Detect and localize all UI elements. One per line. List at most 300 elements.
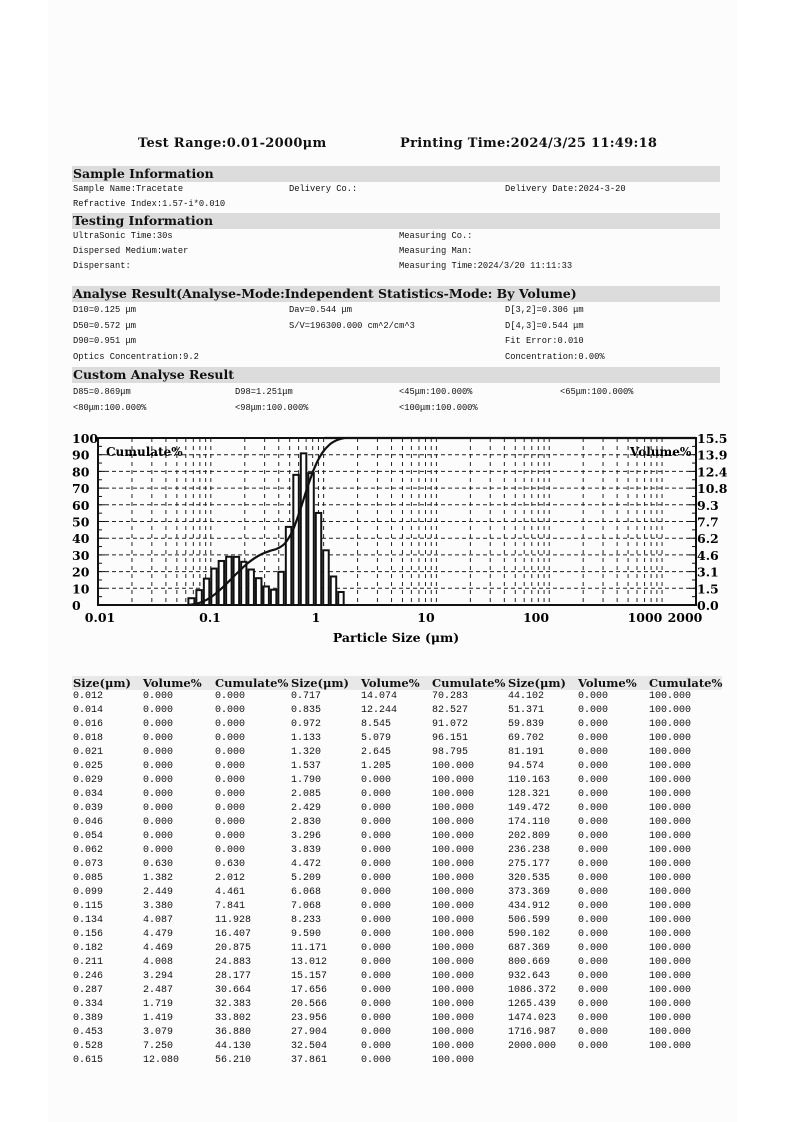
table-cell: 0.000: [361, 915, 392, 926]
table-cell: 275.177: [508, 859, 551, 870]
table-cell: 6.068: [291, 887, 322, 898]
svg-text:100: 100: [72, 431, 99, 446]
table-cell: 1.382: [143, 873, 174, 884]
table-cell: 2.429: [291, 803, 322, 814]
table-cell: 0.000: [361, 873, 392, 884]
table-header-group: [290, 676, 509, 690]
table-header-cell: Volume%: [361, 676, 420, 690]
table-cell: 0.000: [578, 747, 609, 758]
table-cell: 100.000: [649, 985, 692, 996]
table-cell: 0.000: [361, 1013, 392, 1024]
table-cell: 100.000: [649, 705, 692, 716]
table-cell: 1.133: [291, 733, 322, 744]
table-cell: 0.528: [73, 1041, 104, 1052]
table-cell: 0.085: [73, 873, 104, 884]
svg-text:0.01: 0.01: [84, 610, 116, 625]
table-cell: 0.000: [361, 775, 392, 786]
table-cell: 0.453: [73, 1027, 104, 1038]
table-cell: 0.000: [578, 873, 609, 884]
table-cell: 0.000: [143, 845, 174, 856]
table-cell: 100.000: [432, 999, 475, 1010]
dispersant: Dispersant:: [73, 260, 131, 271]
table-cell: 2.830: [291, 817, 322, 828]
table-cell: 100.000: [432, 943, 475, 954]
table-cell: 100.000: [649, 887, 692, 898]
svg-text:10.8: 10.8: [697, 481, 728, 497]
table-cell: 11.928: [215, 915, 252, 926]
table-cell: 100.000: [649, 873, 692, 884]
table-cell: 0.000: [143, 705, 174, 716]
table-cell: 0.134: [73, 915, 104, 926]
right-axis-ticks: [689, 431, 728, 613]
table-cell: 100.000: [649, 929, 692, 940]
table-cell: 100.000: [649, 691, 692, 702]
ultrasonic-time: UltraSonic Time:30s: [73, 230, 173, 241]
table-cell: 0.018: [73, 733, 104, 744]
table-cell: 0.000: [143, 789, 174, 800]
table-header-group: [507, 676, 722, 690]
table-cell: 2.012: [215, 873, 246, 884]
table-cell: 0.389: [73, 1013, 104, 1024]
table-cell: 100.000: [649, 747, 692, 758]
svg-text:0.1: 0.1: [199, 610, 221, 625]
table-cell: 100.000: [649, 1041, 692, 1052]
svg-text:0: 0: [72, 598, 81, 613]
table-cell: 59.839: [508, 719, 545, 730]
table-cell: 3.079: [143, 1027, 174, 1038]
table-cell: 100.000: [649, 733, 692, 744]
table-cell: 100.000: [649, 999, 692, 1010]
table-cell: 0.039: [73, 803, 104, 814]
table-cell: 0.034: [73, 789, 104, 800]
x-axis-ticks: [85, 610, 703, 625]
table-cell: 69.702: [508, 733, 545, 744]
table-cell: 506.599: [508, 915, 551, 926]
table-cell: 33.802: [215, 1013, 252, 1024]
table-cell: 0.211: [73, 957, 104, 968]
table-cell: 0.000: [578, 957, 609, 968]
concentration: Concentration:0.00%: [505, 351, 605, 362]
table-cell: 17.656: [291, 985, 328, 996]
d90: D90=0.951 μm: [73, 335, 136, 346]
section-testing-information: Testing Information: [72, 213, 720, 229]
table-cell: 2.085: [291, 789, 322, 800]
table-cell: 0.000: [143, 747, 174, 758]
table-cell: 100.000: [649, 845, 692, 856]
custom-d85: D85=0.869μm: [73, 386, 131, 397]
table-cell: 100.000: [432, 929, 475, 940]
table-header-cell: Cumulate%: [215, 676, 289, 690]
table-cell: 1.419: [143, 1013, 174, 1024]
table-cell: 13.012: [291, 957, 328, 968]
table-cell: 0.021: [73, 747, 104, 758]
table-cell: 9.590: [291, 929, 322, 940]
table-cell: 3.839: [291, 845, 322, 856]
svg-text:4.6: 4.6: [697, 547, 719, 563]
table-cell: 174.110: [508, 817, 551, 828]
printing-time: Printing Time:2024/3/25 11:49:18: [400, 136, 658, 151]
table-cell: 0.000: [361, 859, 392, 870]
sample-name: Sample Name:Tracetate: [73, 183, 184, 194]
table-cell: 0.000: [578, 859, 609, 870]
table-cell: 100.000: [432, 803, 475, 814]
table-cell: 0.046: [73, 817, 104, 828]
table-cell: 12.244: [361, 705, 398, 716]
table-cell: 100.000: [649, 761, 692, 772]
custom-lt98: <98μm:100.000%: [235, 402, 309, 413]
table-cell: 20.875: [215, 943, 252, 954]
table-cell: 0.156: [73, 929, 104, 940]
svg-text:1: 1: [311, 610, 321, 625]
table-cell: 0.000: [361, 1055, 392, 1066]
table-cell: 96.151: [432, 733, 469, 744]
svg-text:1.5: 1.5: [697, 581, 719, 597]
table-cell: 0.000: [578, 789, 609, 800]
table-header-cell: Size(μm): [73, 676, 131, 690]
table-cell: 0.000: [143, 691, 174, 702]
table-cell: 0.000: [143, 831, 174, 842]
table-cell: 0.000: [215, 719, 246, 730]
svg-text:70: 70: [72, 481, 90, 497]
table-cell: 51.371: [508, 705, 545, 716]
table-cell: 110.163: [508, 775, 551, 786]
d50: D50=0.572 μm: [73, 320, 136, 331]
table-cell: 100.000: [649, 719, 692, 730]
table-cell: 100.000: [432, 775, 475, 786]
legend-volume: Volume%: [630, 445, 692, 459]
d10: D10=0.125 μm: [73, 304, 136, 315]
test-range: Test Range:0.01-2000μm: [138, 136, 327, 151]
table-cell: 590.102: [508, 929, 551, 940]
table-cell: 1474.023: [508, 1013, 557, 1024]
table-cell: 0.000: [215, 789, 246, 800]
table-cell: 4.087: [143, 915, 174, 926]
svg-text:60: 60: [72, 497, 90, 513]
table-cell: 100.000: [432, 1055, 475, 1066]
custom-lt45: <45μm:100.000%: [399, 386, 473, 397]
table-cell: 1086.372: [508, 985, 557, 996]
table-cell: 0.014: [73, 705, 104, 716]
svg-text:100: 100: [522, 610, 550, 625]
table-cell: 0.972: [291, 719, 322, 730]
table-cell: 4.469: [143, 943, 174, 954]
table-header-cell: Cumulate%: [649, 676, 723, 690]
d32: D[3,2]=0.306 μm: [505, 304, 584, 315]
table-cell: 5.079: [361, 733, 392, 744]
table-cell: 0.000: [578, 901, 609, 912]
table-cell: 0.000: [361, 845, 392, 856]
table-cell: 100.000: [649, 803, 692, 814]
table-cell: 37.861: [291, 1055, 328, 1066]
table-cell: 14.074: [361, 691, 398, 702]
table-cell: 82.527: [432, 705, 469, 716]
table-cell: 4.008: [143, 957, 174, 968]
d43: D[4,3]=0.544 μm: [505, 320, 584, 331]
table-cell: 2.645: [361, 747, 392, 758]
table-cell: 100.000: [432, 859, 475, 870]
table-cell: 100.000: [649, 859, 692, 870]
table-cell: 44.102: [508, 691, 545, 702]
table-cell: 0.000: [215, 761, 246, 772]
table-cell: 0.000: [578, 761, 609, 772]
table-cell: 100.000: [432, 985, 475, 996]
table-cell: 4.461: [215, 887, 246, 898]
table-cell: 0.000: [578, 915, 609, 926]
table-cell: 0.000: [578, 831, 609, 842]
svg-text:40: 40: [72, 531, 90, 547]
table-cell: 800.669: [508, 957, 551, 968]
table-cell: 0.334: [73, 999, 104, 1010]
table-cell: 0.115: [73, 901, 104, 912]
svg-text:1000: 1000: [627, 610, 663, 625]
svg-text:90: 90: [72, 447, 90, 463]
delivery-date: Delivery Date:2024-3-20: [505, 183, 626, 194]
table-cell: 320.535: [508, 873, 551, 884]
svg-text:7.7: 7.7: [697, 514, 719, 530]
table-cell: 0.000: [361, 817, 392, 828]
table-cell: 0.000: [578, 775, 609, 786]
table-cell: 1265.439: [508, 999, 557, 1010]
table-cell: 0.000: [215, 747, 246, 758]
table-cell: 932.643: [508, 971, 551, 982]
section-sample-information: Sample Information: [72, 166, 720, 182]
table-cell: 15.157: [291, 971, 328, 982]
svg-text:80: 80: [72, 464, 90, 480]
table-cell: 1.205: [361, 761, 392, 772]
table-cell: 0.000: [361, 957, 392, 968]
table-cell: 16.407: [215, 929, 252, 940]
table-cell: 11.171: [291, 943, 328, 954]
table-cell: 0.099: [73, 887, 104, 898]
table-cell: 0.000: [361, 1027, 392, 1038]
table-cell: 7.250: [143, 1041, 174, 1052]
table-cell: 23.956: [291, 1013, 328, 1024]
measuring-co: Measuring Co.:: [399, 230, 473, 241]
table-cell: 0.062: [73, 845, 104, 856]
table-cell: 36.880: [215, 1027, 252, 1038]
svg-text:2000: 2000: [667, 610, 703, 625]
table-cell: 0.000: [578, 1041, 609, 1052]
table-cell: 0.000: [143, 719, 174, 730]
table-cell: 100.000: [432, 887, 475, 898]
table-cell: 0.000: [361, 901, 392, 912]
table-cell: 0.000: [361, 789, 392, 800]
table-cell: 1.320: [291, 747, 322, 758]
table-cell: 0.182: [73, 943, 104, 954]
table-cell: 236.238: [508, 845, 551, 856]
dav: Dav=0.544 μm: [289, 304, 352, 315]
table-cell: 128.321: [508, 789, 551, 800]
custom-lt65: <65μm:100.000%: [560, 386, 634, 397]
table-cell: 0.287: [73, 985, 104, 996]
table-cell: 0.000: [578, 1027, 609, 1038]
table-cell: 0.029: [73, 775, 104, 786]
table-header-cell: Cumulate%: [432, 676, 506, 690]
table-cell: 0.630: [143, 859, 174, 870]
table-cell: 0.000: [578, 1013, 609, 1024]
table-cell: 27.904: [291, 1027, 328, 1038]
table-cell: 81.191: [508, 747, 545, 758]
table-cell: 100.000: [432, 1027, 475, 1038]
table-cell: 24.883: [215, 957, 252, 968]
section-analyse-result: Analyse Result(Analyse-Mode:Independent Statistics-Mode: By Volume): [72, 286, 720, 302]
table-cell: 100.000: [649, 831, 692, 842]
table-cell: 30.664: [215, 985, 252, 996]
table-cell: 0.000: [578, 845, 609, 856]
measuring-man: Measuring Man:: [399, 245, 473, 256]
table-cell: 0.000: [143, 817, 174, 828]
table-cell: 100.000: [432, 761, 475, 772]
table-header-cell: Volume%: [578, 676, 637, 690]
measuring-time: Measuring Time:2024/3/20 11:11:33: [399, 260, 573, 271]
table-cell: 0.630: [215, 859, 246, 870]
table-cell: 0.000: [215, 817, 246, 828]
svg-text:0.0: 0.0: [697, 598, 719, 613]
table-cell: 0.615: [73, 1055, 104, 1066]
table-cell: 1.790: [291, 775, 322, 786]
table-cell: 0.000: [143, 761, 174, 772]
table-cell: 0.000: [578, 999, 609, 1010]
refractive-index: Refractive Index:1.57-i*0.010: [73, 198, 226, 209]
svg-text:10: 10: [72, 581, 90, 597]
table-cell: 3.294: [143, 971, 174, 982]
table-cell: 100.000: [432, 915, 475, 926]
table-cell: 0.000: [143, 733, 174, 744]
table-cell: 149.472: [508, 803, 551, 814]
legend-cumulate: Cumulate%: [106, 445, 183, 459]
table-cell: 0.016: [73, 719, 104, 730]
table-cell: 0.000: [361, 943, 392, 954]
table-cell: 100.000: [649, 1027, 692, 1038]
table-cell: 0.246: [73, 971, 104, 982]
table-cell: 0.000: [143, 775, 174, 786]
table-cell: 56.210: [215, 1055, 252, 1066]
custom-d98: D98=1.251μm: [235, 386, 293, 397]
surface-volume: S/V=196300.000 cm^2/cm^3: [289, 320, 415, 331]
table-cell: 100.000: [432, 831, 475, 842]
table-cell: 1716.987: [508, 1027, 557, 1038]
svg-text:9.3: 9.3: [697, 497, 719, 513]
table-cell: 434.912: [508, 901, 551, 912]
table-cell: 0.000: [578, 803, 609, 814]
table-cell: 0.000: [578, 733, 609, 744]
table-cell: 3.380: [143, 901, 174, 912]
svg-text:30: 30: [72, 547, 90, 563]
table-cell: 32.504: [291, 1041, 328, 1052]
svg-text:3.1: 3.1: [697, 564, 719, 580]
table-cell: 0.000: [578, 719, 609, 730]
custom-lt80: <80μm:100.000%: [73, 402, 147, 413]
table-cell: 0.000: [215, 845, 246, 856]
table-cell: 0.012: [73, 691, 104, 702]
table-cell: 91.072: [432, 719, 469, 730]
table-cell: 0.000: [578, 817, 609, 828]
table-cell: 0.025: [73, 761, 104, 772]
table-cell: 100.000: [649, 915, 692, 926]
table-cell: 0.000: [361, 971, 392, 982]
table-cell: 100.000: [649, 943, 692, 954]
svg-text:12.4: 12.4: [697, 464, 728, 480]
table-cell: 2.487: [143, 985, 174, 996]
table-cell: 100.000: [432, 971, 475, 982]
left-axis-ticks: [72, 431, 105, 613]
table-cell: 28.177: [215, 971, 252, 982]
table-cell: 373.369: [508, 887, 551, 898]
table-cell: 100.000: [649, 901, 692, 912]
table-cell: 100.000: [432, 873, 475, 884]
table-cell: 0.000: [578, 943, 609, 954]
table-cell: 44.130: [215, 1041, 252, 1052]
table-cell: 0.000: [361, 985, 392, 996]
table-cell: 0.054: [73, 831, 104, 842]
svg-text:50: 50: [72, 514, 90, 530]
plot-frame: [98, 438, 696, 605]
custom-lt100: <100μm:100.000%: [399, 402, 478, 413]
table-cell: 20.566: [291, 999, 328, 1010]
table-cell: 100.000: [432, 845, 475, 856]
table-cell: 687.369: [508, 943, 551, 954]
table-cell: 2.449: [143, 887, 174, 898]
table-cell: 1.537: [291, 761, 322, 772]
table-cell: 0.000: [215, 733, 246, 744]
table-cell: 100.000: [432, 1013, 475, 1024]
table-cell: 0.000: [578, 705, 609, 716]
table-cell: 8.233: [291, 915, 322, 926]
svg-text:6.2: 6.2: [697, 531, 719, 547]
table-cell: 2000.000: [508, 1041, 557, 1052]
table-cell: 100.000: [432, 1041, 475, 1052]
table-cell: 0.000: [215, 803, 246, 814]
table-cell: 0.000: [143, 803, 174, 814]
table-cell: 100.000: [432, 817, 475, 828]
table-cell: 0.000: [361, 929, 392, 940]
table-cell: 12.080: [143, 1055, 180, 1066]
table-cell: 98.795: [432, 747, 469, 758]
dispersed-medium: Dispersed Medium:water: [73, 245, 189, 256]
table-header-cell: Volume%: [143, 676, 202, 690]
table-cell: 0.000: [361, 831, 392, 842]
svg-text:15.5: 15.5: [697, 431, 728, 446]
table-cell: 100.000: [432, 789, 475, 800]
table-cell: 32.383: [215, 999, 252, 1010]
table-cell: 0.835: [291, 705, 322, 716]
table-cell: 100.000: [432, 901, 475, 912]
table-cell: 100.000: [649, 971, 692, 982]
table-cell: 0.000: [361, 1041, 392, 1052]
table-cell: 0.717: [291, 691, 322, 702]
table-cell: 94.574: [508, 761, 545, 772]
table-cell: 100.000: [649, 957, 692, 968]
table-cell: 100.000: [432, 957, 475, 968]
optics-concentration: Optics Concentration:9.2: [73, 351, 199, 362]
section-custom-analyse-result: Custom Analyse Result: [72, 367, 720, 383]
table-cell: 0.000: [578, 887, 609, 898]
table-cell: 0.073: [73, 859, 104, 870]
table-cell: 70.283: [432, 691, 469, 702]
table-cell: 0.000: [578, 929, 609, 940]
svg-text:13.9: 13.9: [697, 447, 728, 463]
table-cell: 100.000: [649, 789, 692, 800]
svg-text:20: 20: [72, 564, 90, 580]
table-cell: 5.209: [291, 873, 322, 884]
table-header-cell: Size(μm): [291, 676, 349, 690]
table-cell: 1.719: [143, 999, 174, 1010]
x-axis-label: Particle Size (μm): [332, 630, 460, 645]
table-cell: 100.000: [649, 1013, 692, 1024]
table-cell: 202.809: [508, 831, 551, 842]
volume-bars: [188, 453, 343, 605]
table-cell: 0.000: [215, 705, 246, 716]
